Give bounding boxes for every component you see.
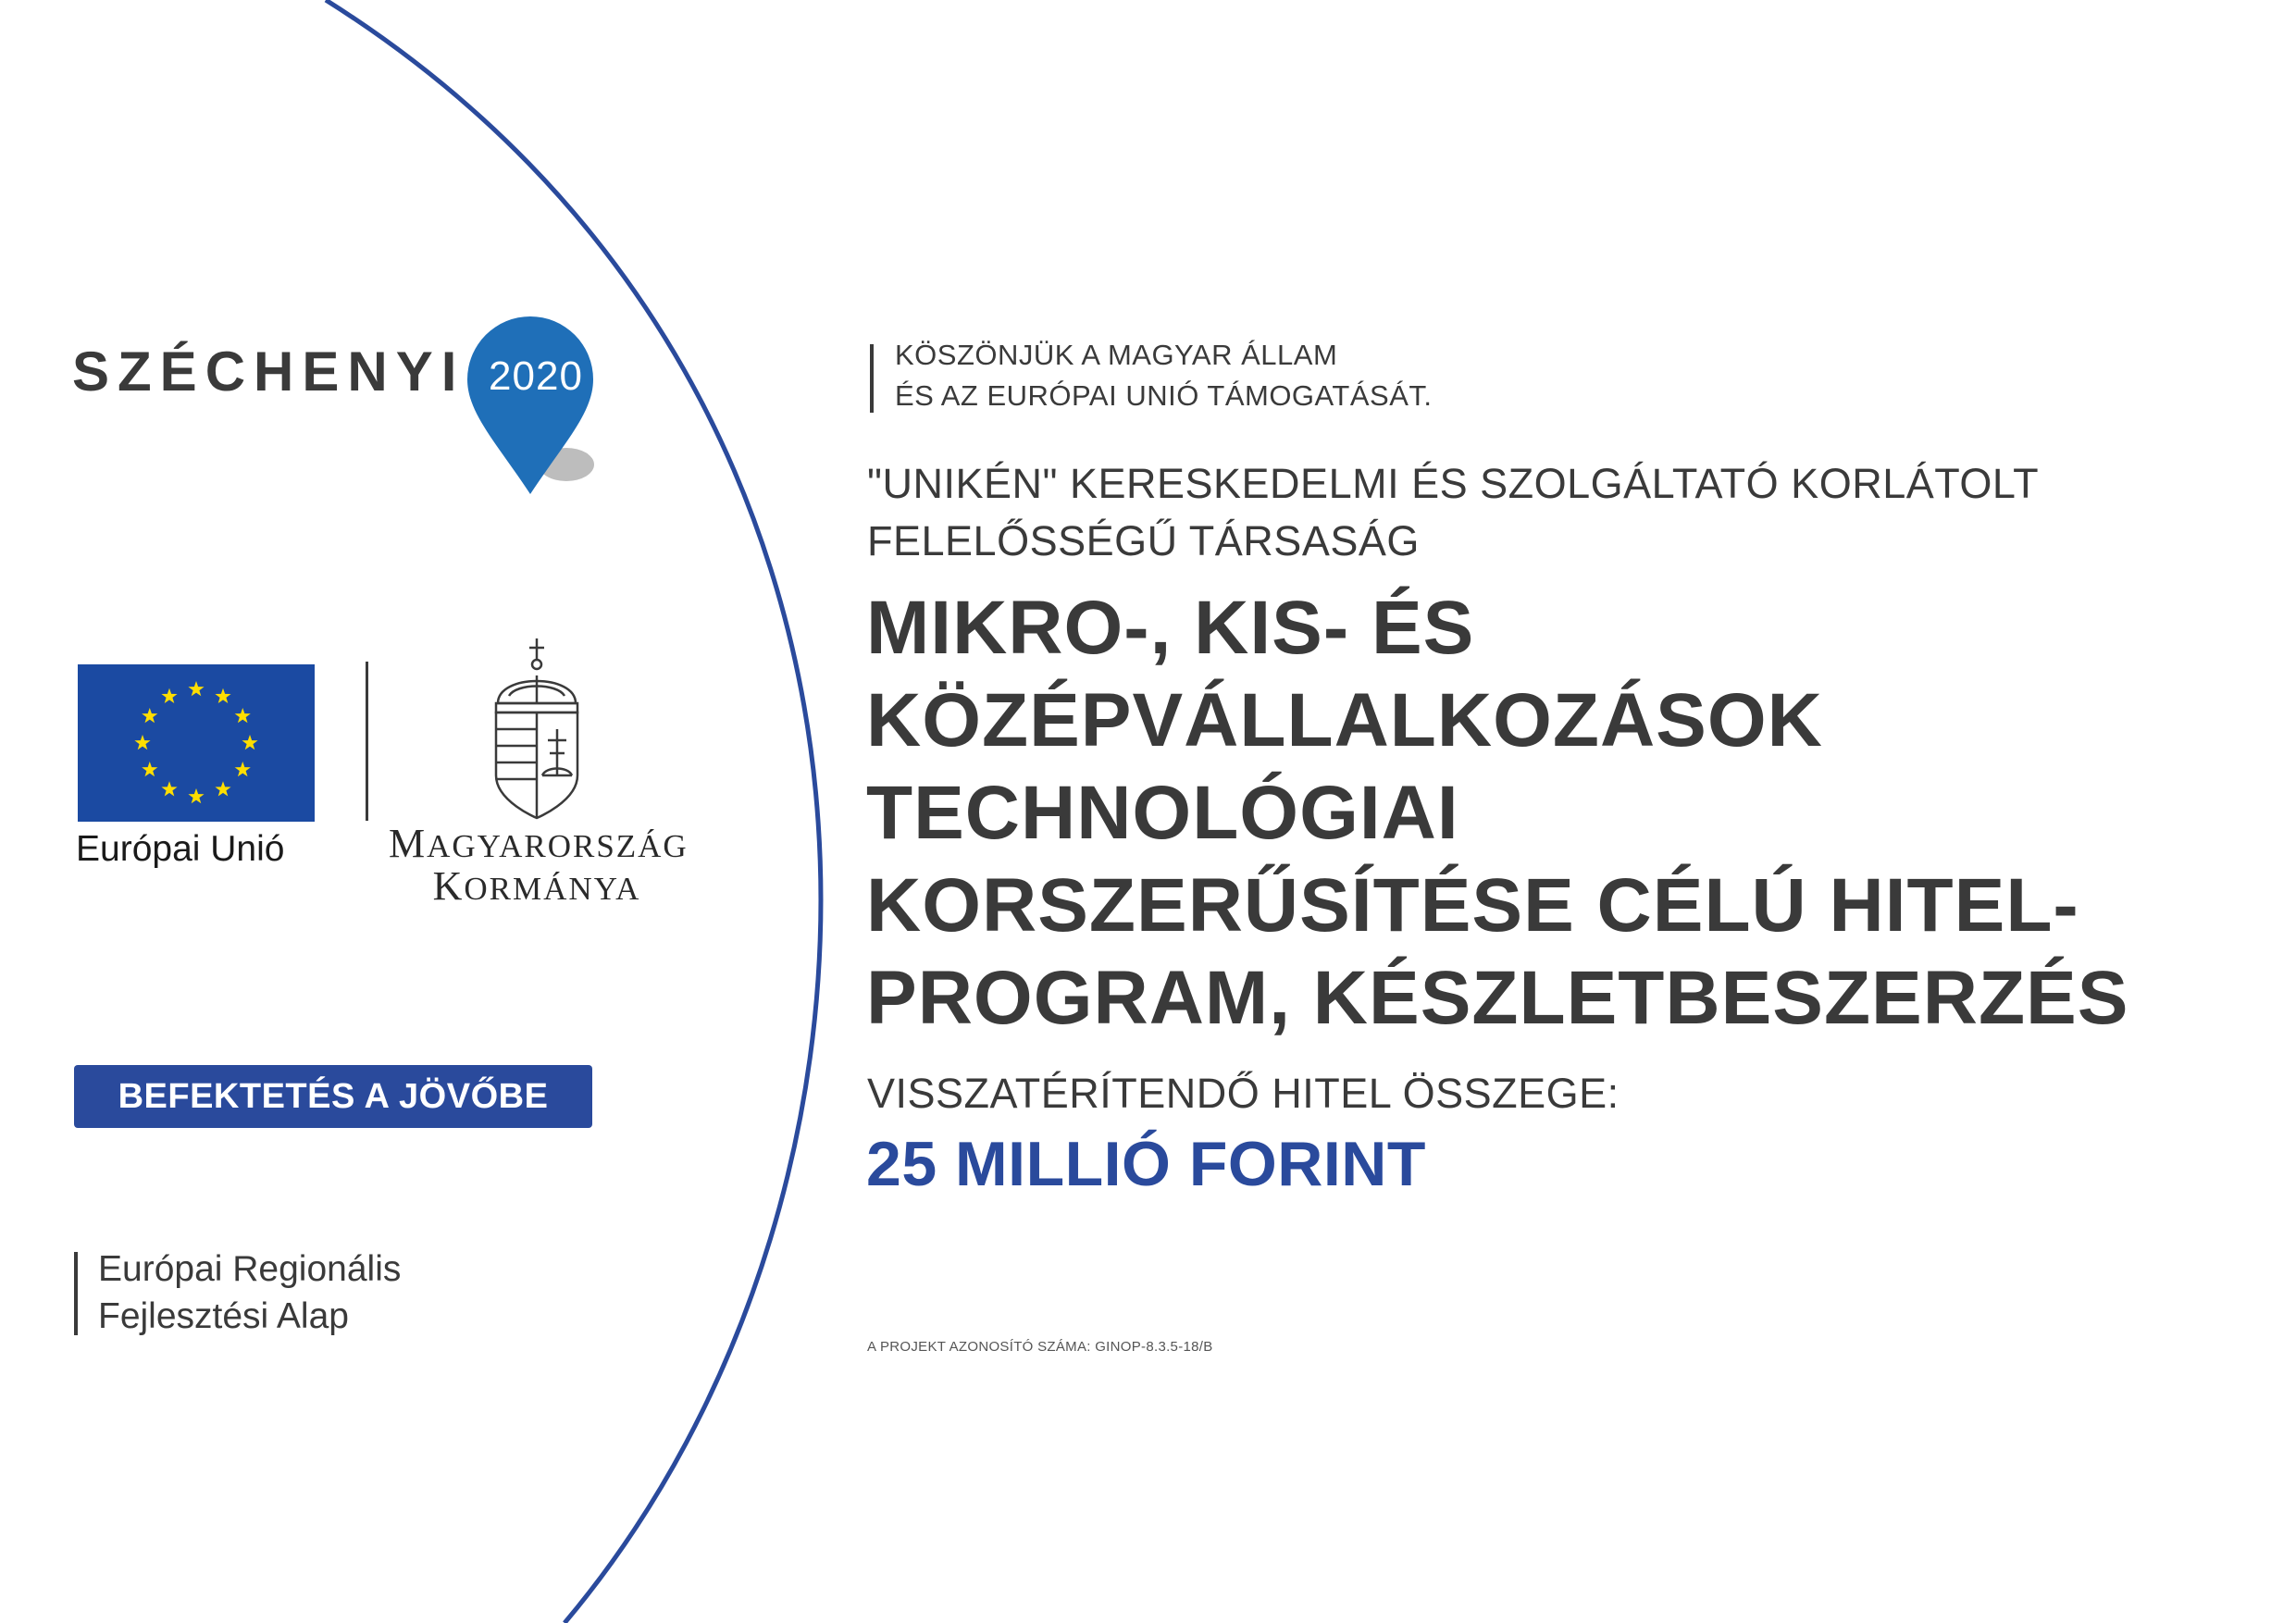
- hungarian-coat-of-arms-icon: [489, 637, 585, 822]
- logo-divider: [366, 662, 368, 821]
- fund-name-line1: Európai Regionális: [98, 1249, 402, 1289]
- thanks-bar: [870, 344, 874, 413]
- government-name-line2: KORMÁNYA: [432, 863, 641, 909]
- headline-line2: KÖZÉPVÁLLALKOZÁSOK: [866, 678, 1823, 762]
- headline-line4: KORSZERŰSÍTÉSE CÉLÚ HITEL-: [866, 863, 2079, 948]
- headline-line5: PROGRAM, KÉSZLETBESZERZÉS: [866, 956, 2129, 1040]
- location-pin-icon: [463, 313, 602, 498]
- szechenyi-logo-text: SZÉCHENYI: [72, 341, 465, 403]
- headline-line3: TECHNOLÓGIAI: [866, 771, 1459, 855]
- fund-name-line2: Fejlesztési Alap: [98, 1296, 349, 1336]
- government-name-line1: MAGYARORSZÁG: [389, 821, 689, 866]
- invest-badge: BEFEKTETÉS A JÖVŐBE: [74, 1065, 592, 1128]
- loan-amount: 25 MILLIÓ FORINT: [866, 1129, 1426, 1199]
- fund-bar: [74, 1252, 78, 1335]
- eu-flag-icon: [78, 664, 315, 822]
- eu-label: Európai Unió: [76, 829, 285, 869]
- szechenyi-logo-year: 2020: [489, 353, 583, 399]
- loan-label: VISSZATÉRÍTENDŐ HITEL ÖSSZEGE:: [867, 1070, 1620, 1117]
- company-name-line2: FELELŐSSÉGŰ TÁRSASÁG: [867, 517, 1420, 564]
- project-id: A PROJEKT AZONOSÍTÓ SZÁMA: GINOP-8.3.5-18/B: [867, 1339, 1213, 1355]
- thanks-line1: KÖSZÖNJÜK A MAGYAR ÁLLAM: [895, 339, 1338, 371]
- company-name-line1: "UNIKÉN" KERESKEDELMI ÉS SZOLGÁLTATÓ KORLÁTOLT: [867, 460, 2040, 507]
- thanks-line2: ÉS AZ EURÓPAI UNIÓ TÁMOGATÁSÁT.: [895, 379, 1433, 412]
- headline-line1: MIKRO-, KIS- ÉS: [866, 586, 1475, 670]
